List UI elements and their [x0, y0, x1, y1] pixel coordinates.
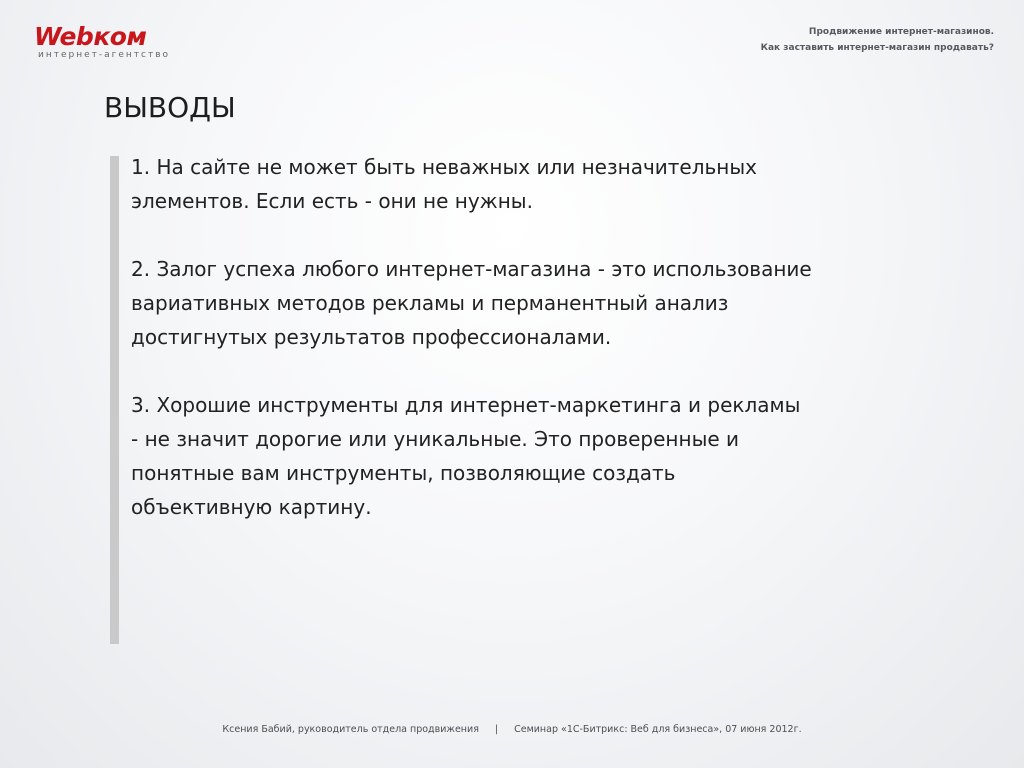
point-3-line-4: объективную картину. [131, 495, 372, 519]
header-line-1: Продвижение интернет-магазинов. [808, 27, 994, 37]
logo-wordmark: Webком [34, 22, 147, 51]
footer-author: Ксения Бабий, руководитель отдела продвижения [222, 724, 479, 735]
accent-bar [110, 156, 119, 644]
point-3-line-3: понятные вам инструменты, позволяющие создать [131, 461, 676, 485]
brand-logo [34, 22, 184, 64]
point-2-line-3: достигнутых результатов профессионалами. [131, 325, 612, 349]
slide-footer [0, 723, 1024, 737]
conclusion-point-1 [131, 150, 931, 218]
header-line-2: Как заставить интернет-магазин продавать? [760, 43, 994, 53]
slide-title: ВЫВОДЫ [104, 91, 236, 124]
point-3-line-1: 3. Хорошие инструменты для интернет-маркетинга и рекламы [131, 393, 801, 417]
slide-content [131, 150, 931, 558]
conclusion-point-2 [131, 252, 931, 354]
conclusion-point-3 [131, 388, 931, 524]
point-2-line-1: 2. Залог успеха любого интернет-магазина - это использование [131, 257, 812, 281]
footer-event: Семинар «1С-Битрикс: Веб для бизнеса», 07 июня 2012г. [514, 724, 802, 735]
presentation-header [761, 24, 994, 56]
point-1-line-1: 1. На сайте не может быть неважных или незначительных [131, 155, 757, 179]
logo-tagline: интернет-агентство [38, 50, 171, 60]
point-2-line-2: вариативных методов рекламы и перманентный анализ [131, 291, 729, 315]
point-1-line-2: элементов. Если есть - они не нужны. [131, 189, 533, 213]
point-3-line-2: - не значит дорогие или уникальные. Это проверенные и [131, 427, 740, 451]
footer-separator: | [494, 724, 499, 735]
